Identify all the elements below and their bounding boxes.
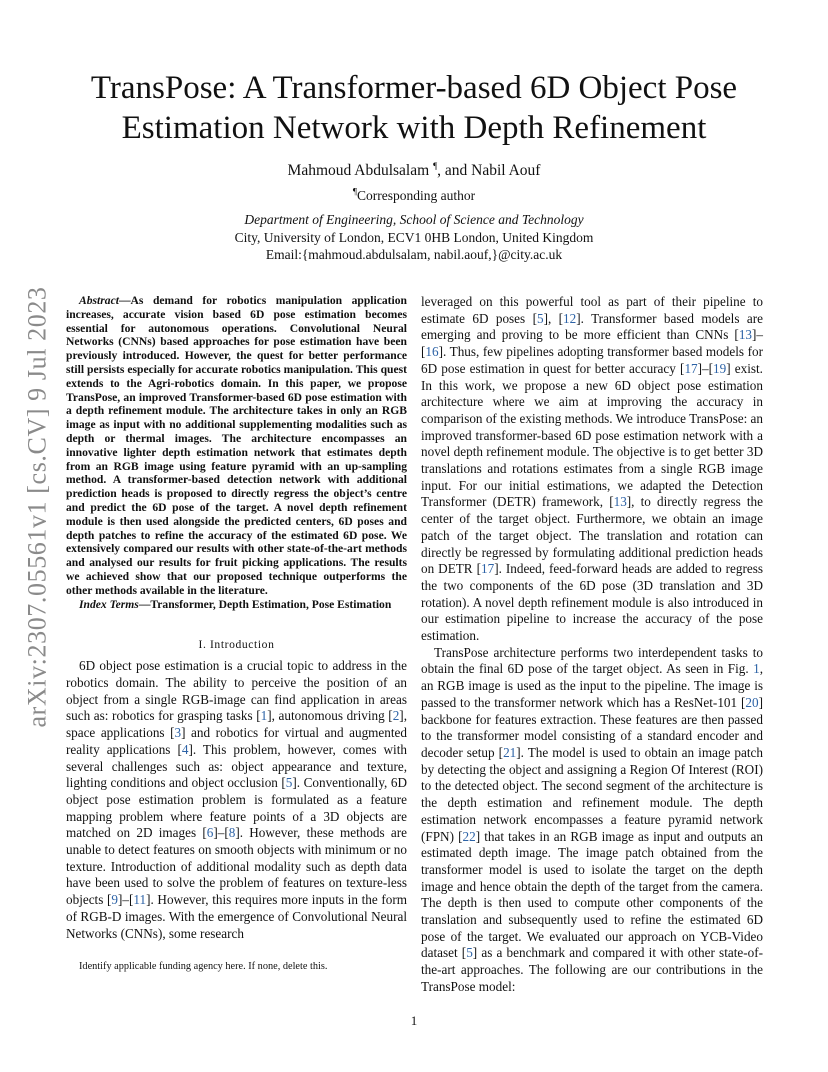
- paragraph-text: ]. However, these methods are unable to detect features on smooth objects with minimum or no texture. Introduction of additional modality such as depth data have been used to solve the problem of features on texture-less objects [: [66, 825, 407, 908]
- citation-link[interactable]: 19: [713, 360, 727, 376]
- citation-link[interactable]: 2: [392, 708, 400, 724]
- paragraph-text: ]–[: [697, 360, 714, 376]
- corresponding-author-note: ¶Corresponding author: [352, 186, 476, 203]
- paragraph-text: TransPose architecture performs two interdependent tasks to obtain the final 6D pose of the target object. As seen in Fig.: [421, 644, 763, 677]
- citation-link[interactable]: 1: [753, 661, 760, 677]
- paper-title: TransPose: A Transformer-based 6D Object Pose Estimation Network with Depth Refinement: [90, 70, 738, 146]
- paragraph-text: ]–[: [213, 825, 229, 841]
- affiliation-email: Email:{mahmoud.abdulsalam, nabil.aouf,}@city.ac.uk: [265, 247, 563, 262]
- paragraph-text: ], to directly regress the center of the target object. Furthermore, we obtain an image patch of the target object. The translation and rotation can directly be regressed by formulating additional prediction heads on DETR [: [421, 494, 763, 577]
- section-heading-introduction: I. Introduction: [198, 638, 275, 652]
- index-terms: [66, 598, 407, 612]
- citation-link[interactable]: 8: [228, 825, 236, 841]
- paragraph-text: ]. Conventionally, 6D object pose estimation problem is formulated as a feature mapping problem where feature points of a 3D objects are matched on 2D images [: [66, 775, 407, 841]
- paragraph-text: ], space applications [: [66, 708, 407, 741]
- paragraph-text: 6D object pose estimation is a crucial topic to address in the robotics domain. The ability to perceive the position of an object from a single RGB-image can find application in areas such as: robotics for grasping tasks [: [66, 658, 407, 724]
- abstract-text: —As demand for robotics manipulation application increases, accurate vision based 6D pose estimation becomes essential for autonomous operations. Convolutional Neural Networks (CNNs) based approaches for pose estimation have been previously introduced. However, the quest for better performance still persists especially for accurate robotics manipulation. This quest extends to the Agri-robotics domain. In this paper, we propose TransPose, an improved Transformer-based 6D pose estimation with a depth refinement module. The architecture takes in only an RGB image as input with no additional supplementing modalities such as depth or thermal images. The architecture encompasses an innovative lighter depth estimation network that estimates depth from an RGB image using feature pyramid with an up-sampling method. A transformer-based detection network with additional prediction heads is proposed to directly regress the object’s centre and predict the 6D pose of the target. A novel depth refinement module is then used alongside the predicted centers, 6D poses and depth patches to refine the accuracy of the estimated 6D pose. We extensively compared our results with other state-of-the-art methods and analysed our results for fruit picking applications. The results we achieved show that our proposed technique outperforms the other methods available in the literature.: [66, 294, 407, 597]
- paragraph-text: ] as a benchmark and compared it with other state-of-the-art approaches. The following are our contributions in the TransPose model:: [421, 945, 763, 994]
- citation-link[interactable]: 20: [745, 694, 759, 710]
- citation-link[interactable]: 5: [466, 945, 473, 961]
- affiliation-department: Department of Engineering, School of Science and Technology: [244, 212, 584, 227]
- right-paragraph-2: [421, 645, 763, 996]
- citation-link[interactable]: 13: [738, 327, 752, 343]
- arxiv-identifier: arXiv:2307.05561v1 [cs.CV] 9 Jul 2023: [23, 286, 52, 728]
- citation-link[interactable]: 11: [133, 892, 147, 908]
- citation-link[interactable]: 6: [206, 825, 214, 841]
- citation-link[interactable]: 5: [285, 775, 293, 791]
- page-number: 1: [410, 1013, 418, 1028]
- arxiv-watermark: [16, 286, 60, 728]
- paragraph-text: ], [: [543, 310, 564, 326]
- paragraph-text: ]. Transformer based models are emerging and proving to be more efficient than CNNs [: [421, 310, 763, 343]
- paragraph-text: ]. Indeed, feed-forward heads are added to regress the two components of the 6D pose (3D translation and 3D rotation). A novel depth refinement module is also introduced in our estimation pipeline to increase the accuracy of the pose estimation.: [421, 561, 764, 644]
- right-paragraph-1: [421, 294, 763, 645]
- citation-link[interactable]: 12: [563, 310, 577, 326]
- paragraph-text: ] that takes in an RGB image as input and outputs an estimated depth image. The image patch obtained from the transformer model is used to isolate the target on the depth image and hence obtain the depth of the target from the camera. The depth is then used to compute other components of the translation and subsequently used to refine the estimated 6D pose of the target. We evaluated our approach on YCB-Video dataset [: [421, 828, 763, 961]
- author-list: [70, 162, 758, 180]
- paragraph-text: ], autonomous driving [: [267, 708, 393, 724]
- paragraph-text: leveraged on this powerful tool as part of their pipeline to estimate 6D poses [: [421, 294, 763, 326]
- authors-text: Mahmoud Abdulsalam ¶, and Nabil Aouf: [287, 160, 541, 179]
- paragraph-text: ]. This problem, however, comes with several challenges such as: object appearance and texture, lighting conditions and object occlusion [: [66, 741, 407, 791]
- intro-paragraph: [66, 658, 407, 942]
- citation-link[interactable]: 17: [684, 360, 698, 376]
- citation-link[interactable]: 3: [174, 725, 182, 741]
- index-terms-label: Index Terms: [79, 597, 139, 611]
- paragraph-text: ] backbone for features extraction. These features are then passed to the transformer model consisting of a standard encoder and decoder setup [: [421, 694, 763, 760]
- citation-link[interactable]: 16: [425, 344, 439, 360]
- right-column: [421, 294, 763, 996]
- paragraph-text: ]. Thus, few pipelines adopting transformer based models for 6D pose estimation in quest for better accuracy [: [421, 344, 763, 376]
- paragraph-text: ]. The model is used to obtain an image patch by detecting the object and assigning a Region Of Interest (ROI) to the detected object. The second segment of the architecture is the depth estimation and refinement module. The depth estimation network encompasses a feature pyramid network (FPN) [: [421, 744, 763, 844]
- paragraph-text: , an RGB image is used as the input to the pipeline. The image is passed to the transformer network which has a ResNet-101 [: [421, 661, 763, 710]
- affiliation-address: City, University of London, ECV1 0HB London, United Kingdom: [234, 229, 594, 245]
- paragraph-text: ]–[: [421, 327, 763, 360]
- citation-link[interactable]: 4: [181, 741, 189, 757]
- abstract: [66, 294, 407, 598]
- citation-link[interactable]: 17: [481, 561, 495, 577]
- paragraph-text: ]–[: [118, 892, 134, 908]
- citation-link[interactable]: 9: [111, 892, 118, 908]
- citation-link[interactable]: 5: [536, 310, 544, 326]
- funding-footnote: Identify applicable funding agency here. If none, delete this.: [79, 961, 328, 972]
- index-terms-text: —Transformer, Depth Estimation, Pose Estimation: [138, 597, 392, 611]
- paragraph-text: ] and robotics for virtual and augmented reality applications [: [66, 725, 407, 757]
- left-column: [66, 294, 407, 942]
- citation-link[interactable]: 21: [503, 744, 517, 760]
- abstract-label: Abstract: [79, 294, 119, 307]
- paragraph-text: ] exist. In this work, we propose a new 6D object pose estimation architecture where we aim at improving the accuracy in comparison of the existing methods. We introduce TransPose: an improved transformer-based 6D pose estimation network with a novel depth refinement module. The objective is to get better 3D translations and rotations estimates from a single RGB image input. For our initial estimations, we adapted the Detection Transformer (DETR) framework, [: [421, 360, 763, 510]
- citation-link[interactable]: 22: [462, 828, 476, 844]
- affiliation: [70, 211, 758, 264]
- paragraph-text: ]. However, this requires more inputs in the form of RGB-D images. With the emergence of Convolutional Neural Networks (CNNs), some research: [66, 892, 407, 941]
- citation-link[interactable]: 1: [260, 708, 268, 724]
- citation-link[interactable]: 13: [613, 494, 627, 510]
